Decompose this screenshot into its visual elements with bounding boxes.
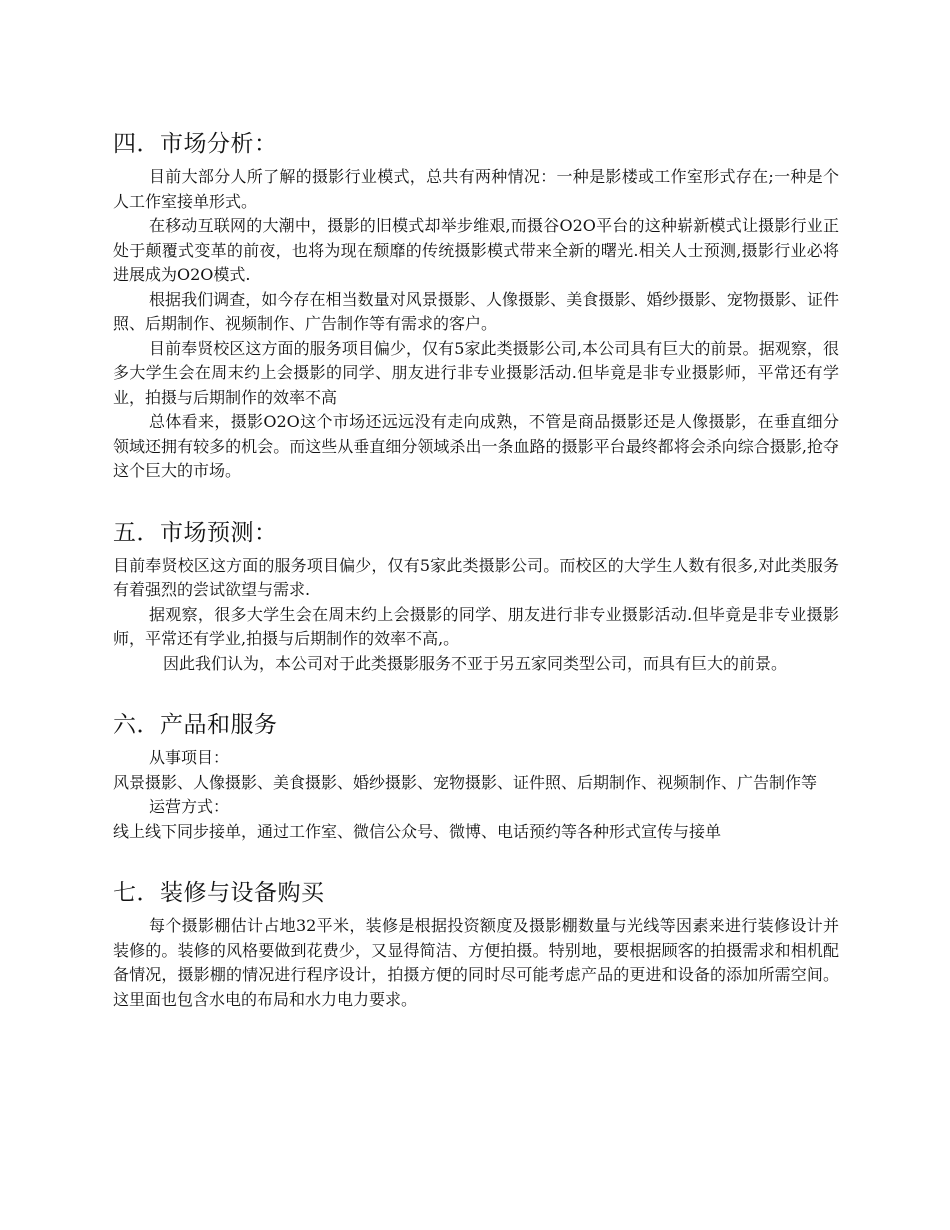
section-decoration-equipment <box>113 877 839 1012</box>
paragraph: 线上线下同步接单，通过工作室、微信公众号、微博、电话预约等各种形式宣传与接单 <box>113 821 722 841</box>
paragraph: 目前奉贤校区这方面的服务项目偏少，仅有5家此类摄影公司。而校区的大学生人数有很多,对此类服务有着强烈的尝试欲望与需求. <box>113 555 839 599</box>
paragraph: 据观察，很多大学生会在周末约上会摄影的同学、朋友进行非专业摄影活动.但毕竟是非专业摄影师，平常还有学业,拍摄与后期制作的效率不高,。 <box>113 604 839 648</box>
paragraph-label: 运营方式： <box>149 797 230 816</box>
section-heading: 五．市场预测： <box>113 519 278 546</box>
section-products-services <box>113 709 839 844</box>
section-heading: 四．市场分析： <box>113 131 278 157</box>
paragraph: 总体看来，摄影O2O这个市场还远远没有走向成熟，不管是商品摄影还是人像摄影，在垂直细分领域还拥有较多的机会。而这些从垂直细分领域杀出一条血路的摄影平台最终都将会杀向综合摄影,抢夺这个巨大的市场。 <box>113 412 839 480</box>
section-market-forecast <box>113 517 839 677</box>
section-heading: 七．装修与设备购买 <box>113 880 325 906</box>
section-market-analysis <box>113 128 839 484</box>
paragraph: 每个摄影棚估计占地32平米，装修是根据投资额度及摄影棚数量与光线等因素来进行装修设计并装修的。装修的风格要做到花费少，又显得简洁、方便拍摄。特别地，要根据顾客的拍摄需求和相机配备情况，摄影棚的情况进行程序设计，拍摄方便的同时尽可能考虑产品的更进和设备的添加所需空间。这里面也包含水电的布局和水力电力要求。 <box>113 916 839 1009</box>
paragraph: 因此我们认为，本公司对于此类摄影服务不亚于另五家同类型公司，而具有巨大的前景。 <box>163 653 788 673</box>
paragraph: 目前大部分人所了解的摄影行业模式，总共有两种情况：一种是影楼或工作室形式存在;一种是个人工作室接单形式。 <box>113 167 839 211</box>
paragraph: 根据我们调查，如今存在相当数量对风景摄影、人像摄影、美食摄影、婚纱摄影、宠物摄影、证件照、后期制作、视频制作、广告制作等有需求的客户。 <box>113 289 839 333</box>
paragraph: 风景摄影、人像摄影、美食摄影、婚纱摄影、宠物摄影、证件照、后期制作、视频制作、广告制作等 <box>113 772 818 792</box>
document-page <box>113 128 839 1045</box>
paragraph: 目前奉贤校区这方面的服务项目偏少，仅有5家此类摄影公司,本公司具有巨大的前景。据观察，很多大学生会在周末约上会摄影的同学、朋友进行非专业摄影活动.但毕竟是非专业摄影师，平常还有学业，拍摄与后期制作的效率不高 <box>113 338 839 407</box>
paragraph: 在移动互联网的大潮中，摄影的旧模式却举步维艰,而摄谷O2O平台的这种崭新模式让摄影行业正处于颠覆式变革的前夜，也将为现在颓靡的传统摄影模式带来全新的曙光.相关人士预测,摄影行业必将进展成为O2O模式. <box>113 216 839 284</box>
section-heading: 六．产品和服务 <box>113 712 278 738</box>
paragraph-label: 从事项目： <box>149 748 230 767</box>
